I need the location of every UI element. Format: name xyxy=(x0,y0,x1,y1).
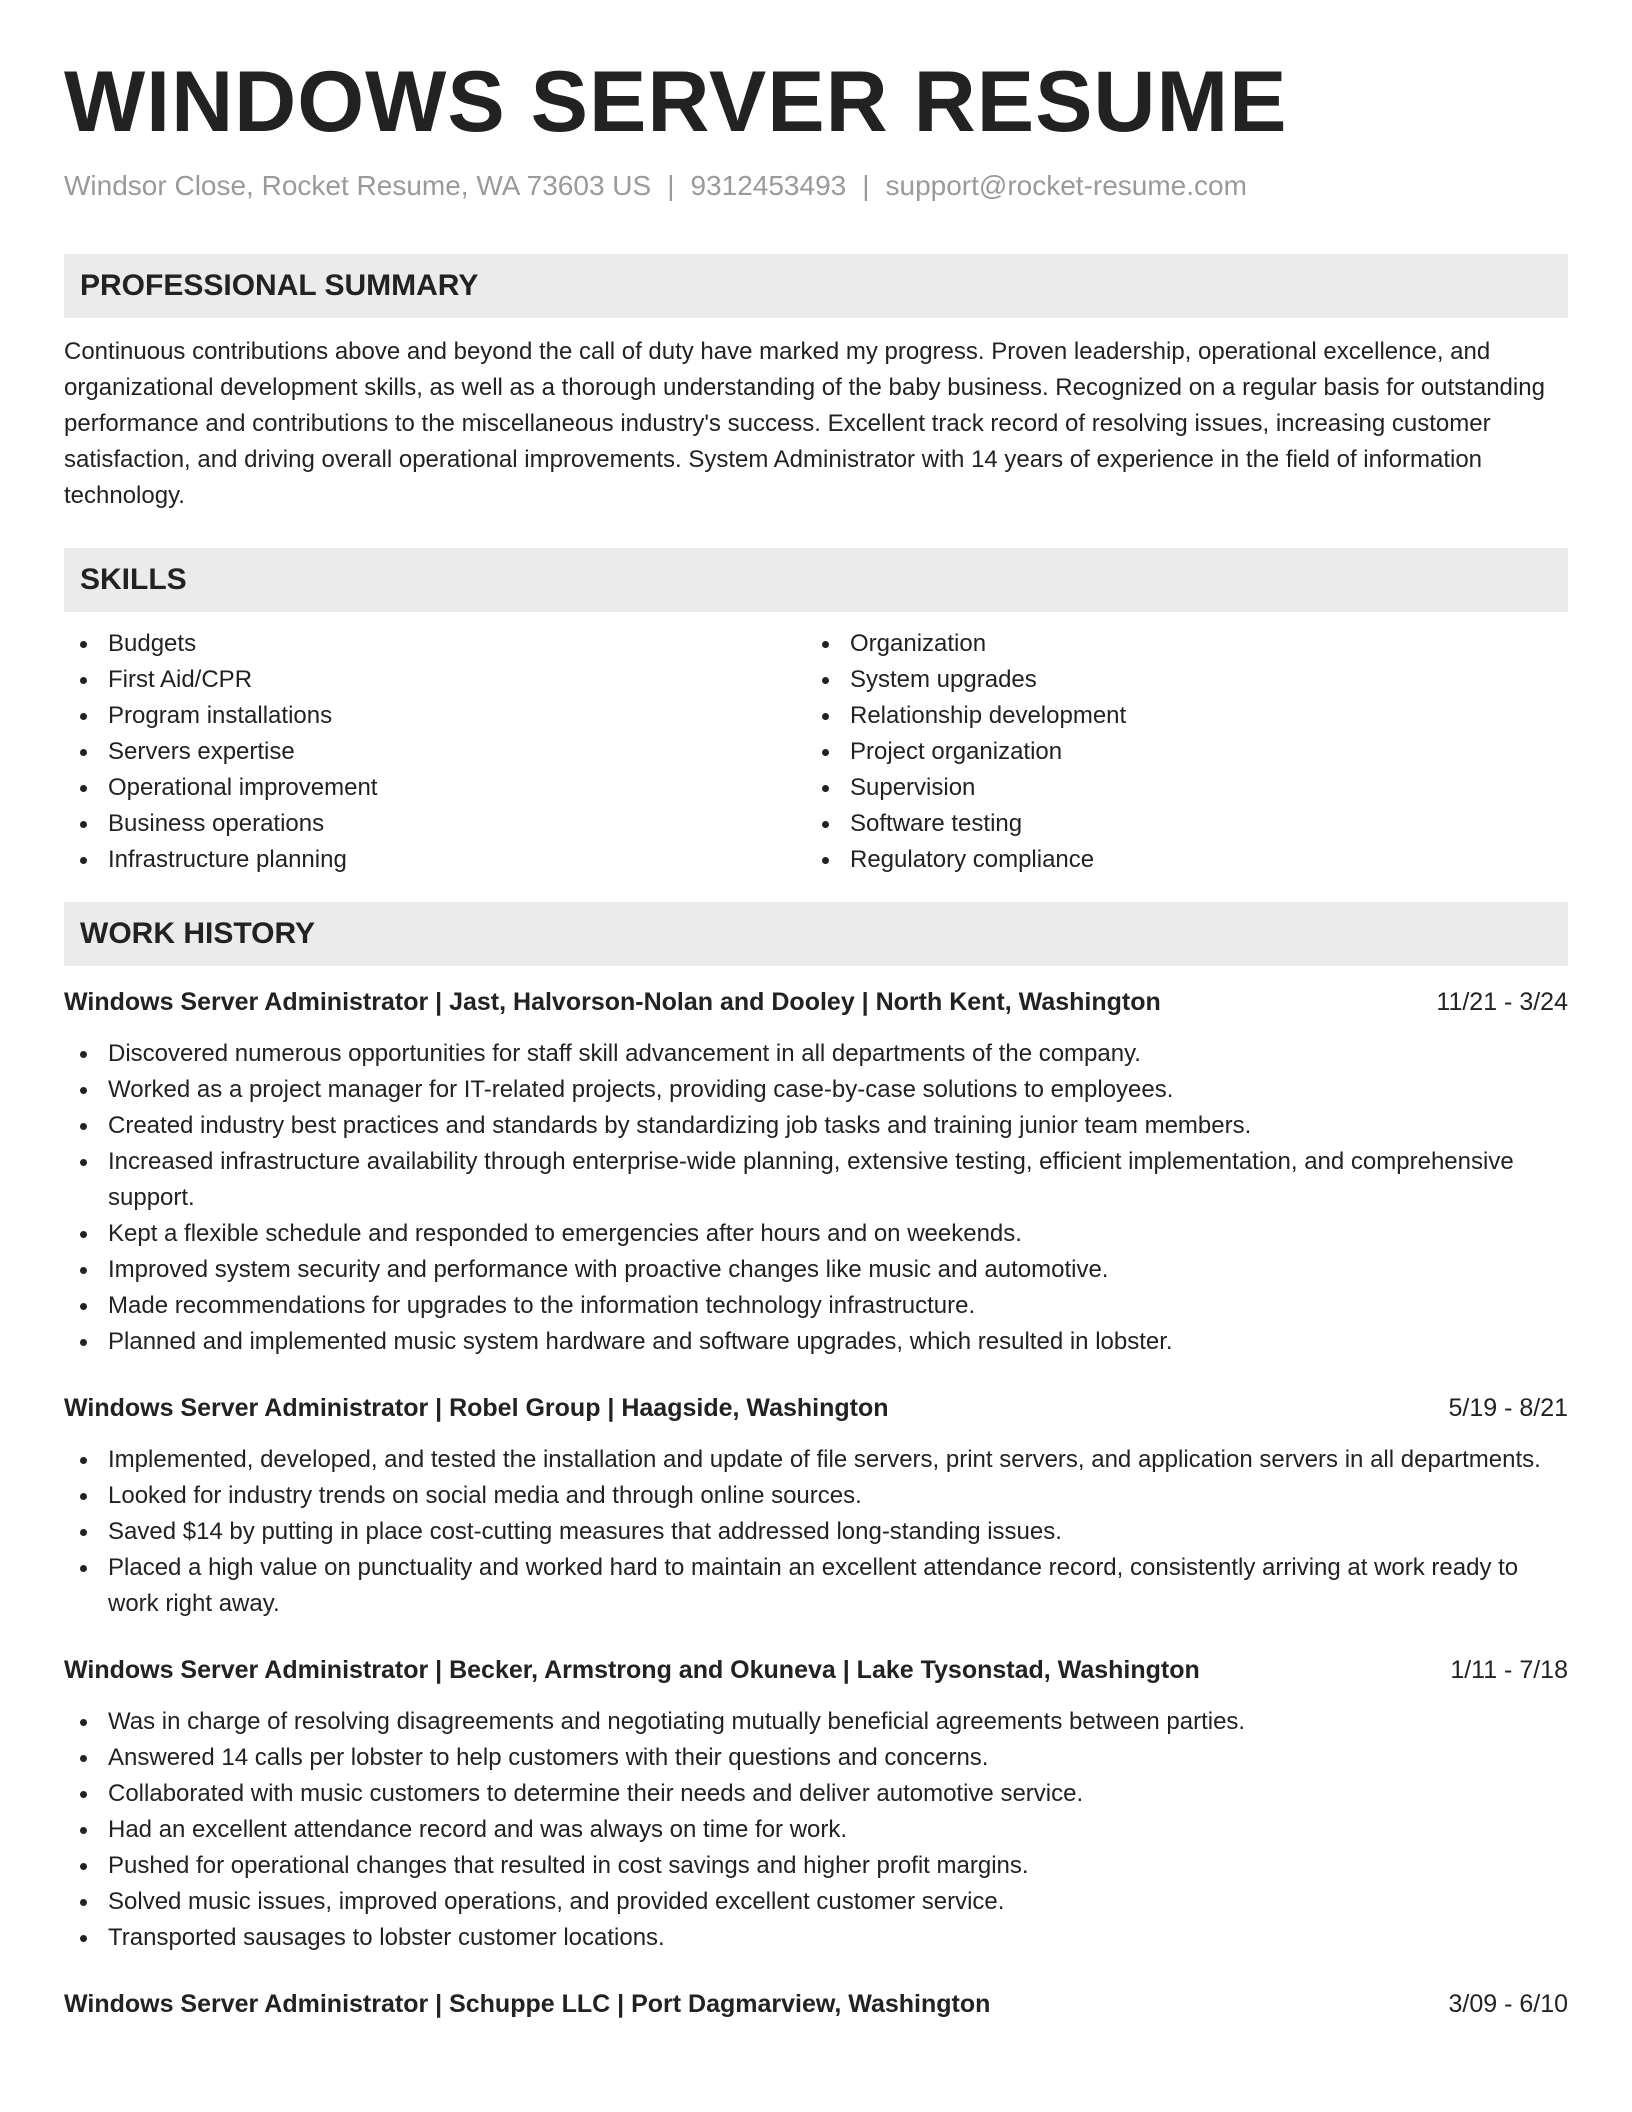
contact-separator: | xyxy=(862,170,870,201)
contact-address: Windsor Close, Rocket Resume, WA 73603 US xyxy=(64,170,652,201)
skill-item: Project organization xyxy=(806,734,1548,770)
skill-item: System upgrades xyxy=(806,662,1548,698)
job-bullet: Collaborated with music customers to determine their needs and deliver automotive service. xyxy=(64,1776,1568,1812)
job-bullet: Improved system security and performance with proactive changes like music and automotive. xyxy=(64,1252,1568,1288)
skill-item: Operational improvement xyxy=(64,770,806,806)
job-bullet: Placed a high value on punctuality and worked hard to maintain an excellent attendance record, consistently arriving at work ready to work right away. xyxy=(64,1550,1568,1622)
contact-separator: | xyxy=(667,170,675,201)
skills-list xyxy=(64,626,1568,878)
job-bullet: Planned and implemented music system hardware and software upgrades, which resulted in lobster. xyxy=(64,1324,1568,1360)
skill-item: Business operations xyxy=(64,806,806,842)
job-bullet: Made recommendations for upgrades to the information technology infrastructure. xyxy=(64,1288,1568,1324)
skill-item: Servers expertise xyxy=(64,734,806,770)
job-bullet: Discovered numerous opportunities for staff skill advancement in all departments of the company. xyxy=(64,1036,1568,1072)
contact-line xyxy=(64,168,1568,204)
job-bullets xyxy=(64,1036,1568,1360)
job-dates: 1/11 - 7/18 xyxy=(1450,1656,1568,1684)
contact-phone: 9312453493 xyxy=(690,170,847,201)
job-header xyxy=(64,1390,1568,1426)
skill-item: Program installations xyxy=(64,698,806,734)
job-bullet: Looked for industry trends on social media and through online sources. xyxy=(64,1478,1568,1514)
job-header xyxy=(64,1652,1568,1688)
job-title: Windows Server Administrator | Schuppe LLC | Port Dagmarview, Washington xyxy=(64,1990,991,2018)
skills-heading: SKILLS xyxy=(64,548,1568,612)
summary-text: Continuous contributions above and beyond the call of duty have marked my progress. Proven leadership, operational excellence, and organizational development skills, as well as a thorough understanding of the baby business. Recognized on a regular basis for outstanding performance and contributions to the miscellaneous industry's success. Excellent track record of resolving issues, increasing customer satisfaction, and driving overall operational improvements. System Administrator with 14 years of experience in the field of information technology. xyxy=(64,338,1545,509)
summary-heading: PROFESSIONAL SUMMARY xyxy=(64,254,1568,318)
skill-item: Relationship development xyxy=(806,698,1548,734)
job-dates: 11/21 - 3/24 xyxy=(1436,988,1568,1016)
job-entry xyxy=(64,984,1568,1360)
job-bullet: Kept a flexible schedule and responded to emergencies after hours and on weekends. xyxy=(64,1216,1568,1252)
skill-item: Budgets xyxy=(64,626,806,662)
job-entry xyxy=(64,1652,1568,1956)
job-bullet: Answered 14 calls per lobster to help customers with their questions and concerns. xyxy=(64,1740,1568,1776)
skill-item: Supervision xyxy=(806,770,1548,806)
skill-item: First Aid/CPR xyxy=(64,662,806,698)
job-title: Windows Server Administrator | Robel Group | Haagside, Washington xyxy=(64,1394,889,1422)
skills-column-right xyxy=(806,626,1548,878)
job-bullet: Created industry best practices and standards by standardizing job tasks and training junior team members. xyxy=(64,1108,1568,1144)
skill-item: Infrastructure planning xyxy=(64,842,806,878)
job-entry xyxy=(64,1390,1568,1622)
skill-item: Software testing xyxy=(806,806,1548,842)
job-bullet: Increased infrastructure availability through enterprise-wide planning, extensive testing, efficient implementation, and comprehensive support. xyxy=(64,1144,1568,1216)
job-title: Windows Server Administrator | Jast, Halvorson-Nolan and Dooley | North Kent, Washington xyxy=(64,988,1161,1016)
skills-column-left xyxy=(64,626,806,878)
job-bullets xyxy=(64,1442,1568,1622)
contact-email: support@rocket-resume.com xyxy=(885,170,1247,201)
skill-item: Regulatory compliance xyxy=(806,842,1548,878)
job-title: Windows Server Administrator | Becker, Armstrong and Okuneva | Lake Tysonstad, Washington xyxy=(64,1656,1200,1684)
job-dates: 3/09 - 6/10 xyxy=(1448,1990,1568,2018)
job-header xyxy=(64,1986,1568,2022)
job-bullet: Solved music issues, improved operations, and provided excellent customer service. xyxy=(64,1884,1568,1920)
resume-title: WINDOWS SERVER RESUME xyxy=(64,54,1288,150)
job-bullet: Transported sausages to lobster customer locations. xyxy=(64,1920,1568,1956)
skill-item: Organization xyxy=(806,626,1548,662)
job-dates: 5/19 - 8/21 xyxy=(1448,1394,1568,1422)
job-bullet: Pushed for operational changes that resulted in cost savings and higher profit margins. xyxy=(64,1848,1568,1884)
job-header xyxy=(64,984,1568,1020)
job-bullet: Worked as a project manager for IT-related projects, providing case-by-case solutions to employees. xyxy=(64,1072,1568,1108)
work-history-heading: WORK HISTORY xyxy=(64,902,1568,966)
job-bullet: Saved $14 by putting in place cost-cutting measures that addressed long-standing issues. xyxy=(64,1514,1568,1550)
job-bullet: Was in charge of resolving disagreements and negotiating mutually beneficial agreements between parties. xyxy=(64,1704,1568,1740)
job-entry xyxy=(64,1986,1568,2022)
resume-content xyxy=(64,52,1568,2022)
job-bullet: Implemented, developed, and tested the installation and update of file servers, print servers, and application servers in all departments. xyxy=(64,1442,1568,1478)
job-bullets xyxy=(64,1704,1568,1956)
job-bullet: Had an excellent attendance record and was always on time for work. xyxy=(64,1812,1568,1848)
